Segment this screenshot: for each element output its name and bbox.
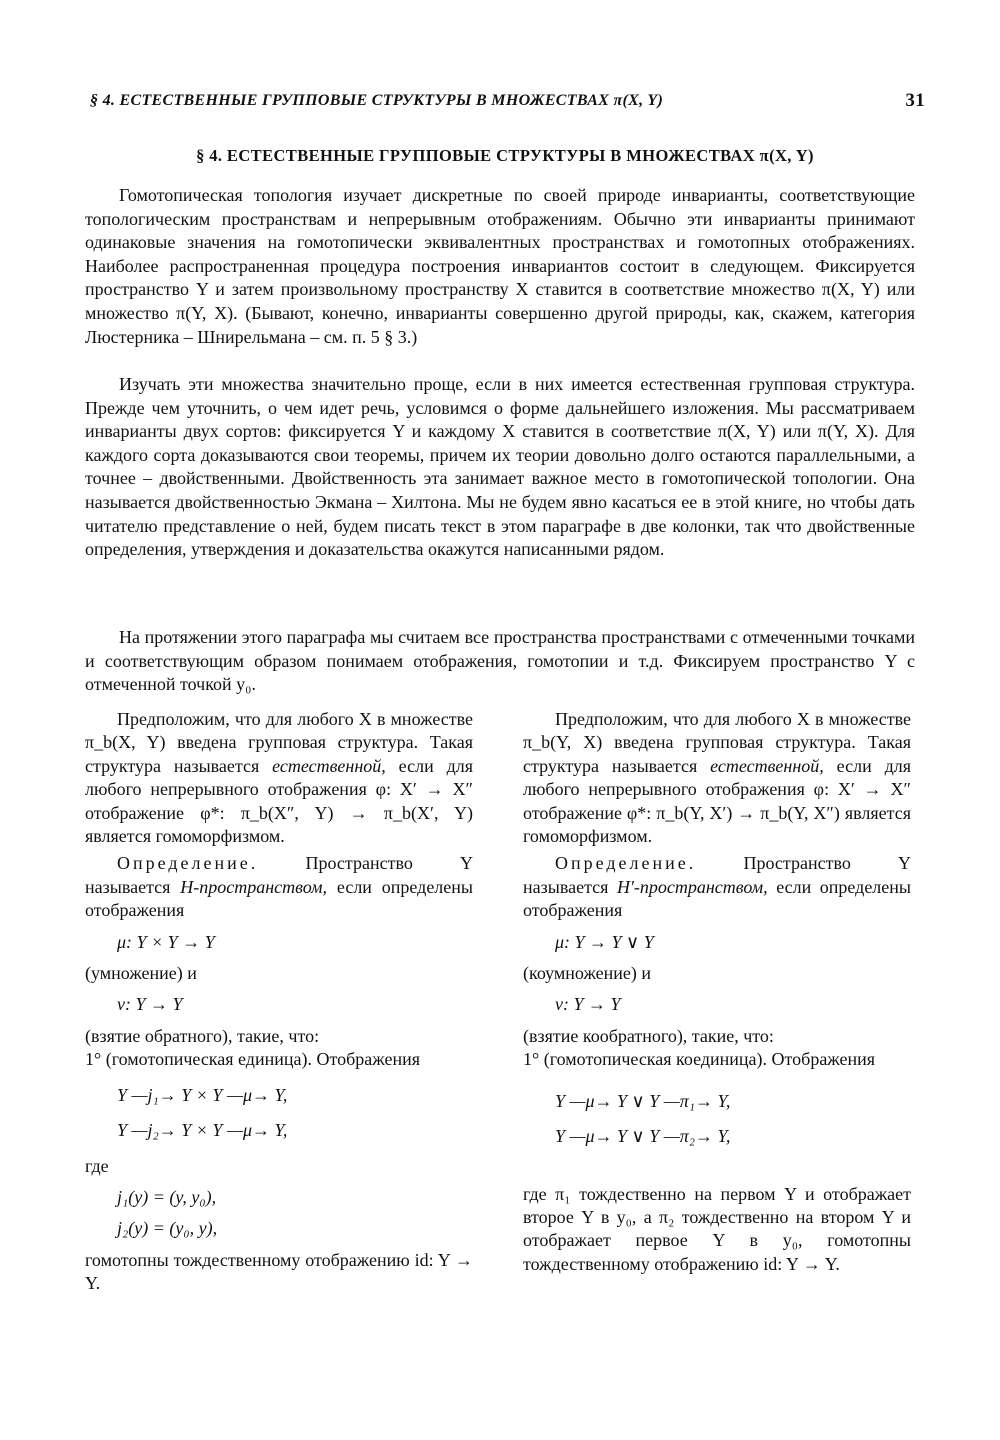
section-title: § 4. ЕСТЕСТВЕННЫЕ ГРУППОВЫЕ СТРУКТУРЫ В МНОЖЕСТВАХ π(X, Y) (196, 146, 814, 165)
left-naturality-rest: если для любого непрерывного отображения φ: X′ → X″ отображение φ*: π_b(X″, Y) → π_b(X′, Y) является гомоморфизмом. (85, 755, 474, 847)
running-title: § 4. ЕСТЕСТВЕННЫЕ ГРУППОВЫЕ СТРУКТУРЫ В МНОЖЕСТВАХ π(X, Y) (90, 92, 664, 109)
right-definition-label: Определение. (555, 853, 697, 874)
right-map-2: Y —μ→ Y ∨ Y —π₂→ Y, (555, 1126, 731, 1147)
left-formula-nu: ν: Y → Y (117, 994, 183, 1015)
page-number: 31 (905, 90, 925, 111)
left-nu-note: (взятие обратного), такие, что: (85, 1025, 320, 1046)
left-naturality-term: естественной, (272, 755, 386, 776)
right-definition-text-1: Пространство Y называется (523, 853, 912, 897)
right-naturality-term: естественной, (710, 755, 824, 776)
left-definition-text-2: если определены отображения (85, 876, 474, 921)
left-formula-mu: μ: Y × Y → Y (117, 931, 215, 952)
right-item-1: 1° (гомотопическая коединица). Отображения (523, 1049, 876, 1070)
left-item-1: 1° (гомотопическая единица). Отображения (85, 1049, 420, 1070)
intro-paragraph-1: Гомотопическая топология изучает дискретные по своей природе инварианты, соответствующие топологическим пространствам и непрерывным отображениям. Обычно эти инварианты принимают одинаковые значения на гомотопически эквивалентных пространствах и гомотопных отображениях. Наиболее распространенная процедура построения инвариантов состоит в следующем. Фиксируется пространство Y и затем произвольному пространству X ставится в соответствие множество π(X, Y) или множество π(Y, X). (Бывают, конечно, инварианты совершенно другой природы, как, скажем, категория Люстерника – Шнирельмана – см. п. 5 § 3.) (85, 185, 915, 347)
left-definition-paragraph (85, 852, 473, 922)
left-where: где (85, 1155, 109, 1176)
running-head (90, 92, 925, 116)
left-conclusion: гомотопны тождественному отображению id: Y → Y. (85, 1249, 473, 1294)
left-map-1: Y —j₁→ Y × Y —μ→ Y, (117, 1084, 288, 1105)
left-column (85, 708, 473, 1296)
right-naturality-rest: если для любого непрерывного отображения φ: X′ → X″ отображение φ*: π_b(Y, X′) → π_b(Y, X″) является гомоморфизмом. (523, 755, 912, 847)
left-definition-text-1: Пространство Y называется (85, 853, 474, 897)
right-column (523, 708, 911, 1276)
left-map-2: Y —j₂→ Y × Y —μ→ Y, (117, 1120, 288, 1141)
intro-paragraph-2: Изучать эти множества значительно проще, если в них имеется естественная групповая структура. Прежде чем уточнить, о чем идет речь, условимся о форме дальнейшего изложения. Мы рассматриваем инварианты двух сортов: фиксируется Y и каждому X ставится в соответствие π(X, Y) или π(Y, X). Для каждого сорта доказываются свои теоремы, причем их теории довольно долго остаются параллельными, а точнее – двойственными. Двойственность эта занимает важное место в гомотопической топологии. Она называется двойственностью Экмана – Хилтона. Мы не будем явно касаться ее в этой книге, но чтобы дать читателю представление о ней, будем писать текст в этом параграфе в две колонки, так что двойственные определения, утверждения и доказательства окажутся написанными рядом. (85, 374, 915, 560)
intro-paragraph-3: На протяжении этого параграфа мы считаем все пространства пространствами с отмеченными точками и соответствующим образом понимаем отображения, гомотопии и т.д. Фиксируем пространство Y с отмеченной точкой y₀. (85, 627, 915, 695)
right-map-1: Y —μ→ Y ∨ Y —π₁→ Y, (555, 1090, 731, 1111)
left-naturality-text: Предположим, что для любого X в множестве π_b(X, Y) введена групповая структура. Такая структура называется (85, 709, 473, 776)
right-definition-paragraph (523, 852, 911, 922)
left-definition-term: H-пространством, (180, 876, 328, 897)
right-mu-note: (коумножение) и (523, 963, 652, 984)
intro-paragraph-1-block (85, 184, 915, 349)
left-j1: j₁(y) = (y, y₀), (117, 1186, 217, 1207)
right-formula-nu: ν: Y → Y (555, 994, 621, 1015)
right-conclusion: где π₁ тождественно на первом Y и отображает второе Y в y₀, а π₂ тождественно на втором Y и отображает первое Y в y₀, гомотопны тождественному отображению id: Y → Y. (523, 1183, 911, 1274)
left-j2: j₂(y) = (y₀, y), (117, 1218, 218, 1239)
left-definition-label: Определение. (117, 853, 259, 874)
left-mu-note: (умножение) и (85, 963, 197, 984)
right-naturality-paragraph (523, 708, 911, 848)
right-formula-mu: μ: Y → Y ∨ Y (555, 931, 654, 952)
intro-paragraph-2-block (85, 373, 915, 562)
right-definition-text-2: если определены отображения (523, 876, 912, 921)
right-naturality-text: Предположим, что для любого X в множестве π_b(Y, X) введена групповая структура. Такая структура называется (523, 709, 911, 776)
right-nu-note: (взятие кообратного), такие, что: (523, 1025, 774, 1046)
left-naturality-paragraph (85, 708, 473, 848)
right-definition-term: H′-пространством, (616, 876, 768, 897)
intro-paragraph-3-block (85, 626, 915, 697)
